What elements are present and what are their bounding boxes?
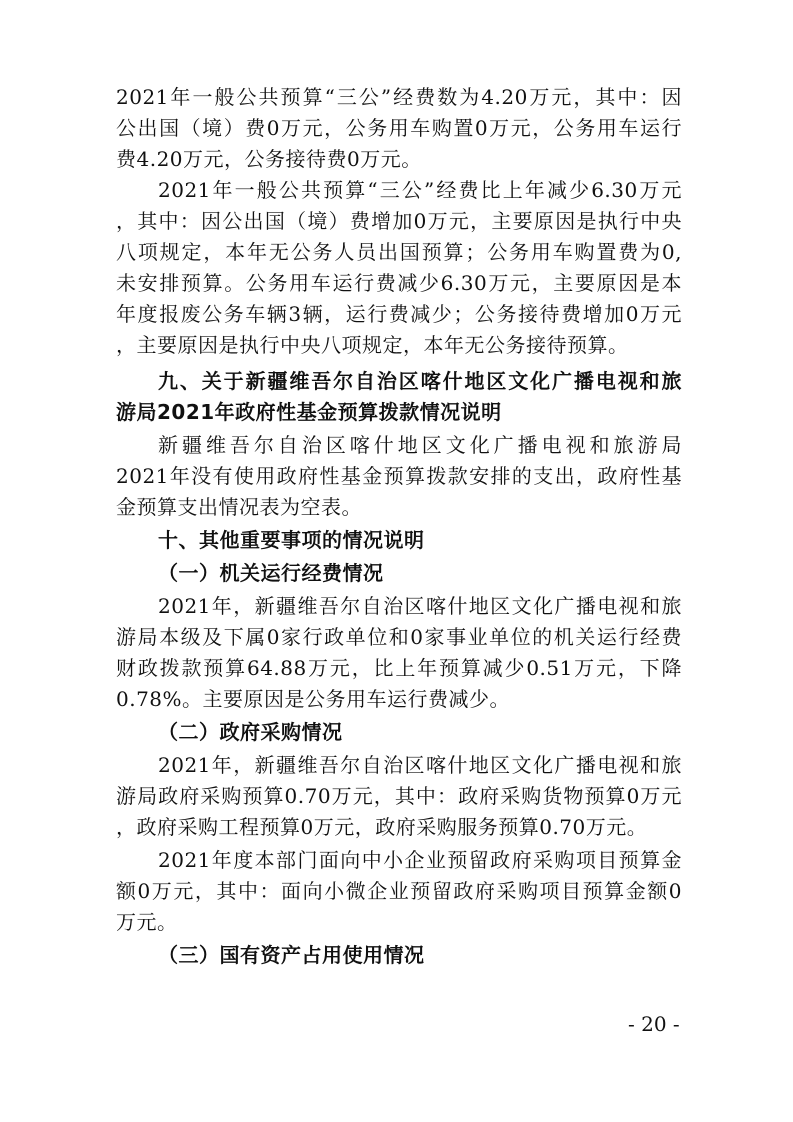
paragraph-line: 未安排预算。公务用车运行费减少6.30万元，主要原因是本 [116, 271, 682, 295]
paragraph-line: 2021年没有使用政府性基金预算拨款安排的支出，政府性基 [116, 464, 682, 488]
paragraph-line: 2021年一般公共预算“三公”经费数为4.20万元，其中：因 [116, 85, 682, 109]
section-heading: 九、关于新疆维吾尔自治区喀什地区文化广播电视和旅 [158, 369, 682, 393]
paragraph-line: 2021年，新疆维吾尔自治区喀什地区文化广播电视和旅 [158, 753, 682, 777]
subsection-heading: （三）国有资产占用使用情况 [158, 943, 425, 967]
paragraph-line: 金预算支出情况表为空表。 [116, 495, 362, 519]
paragraph-line: 新疆维吾尔自治区喀什地区文化广播电视和旅游局 [158, 433, 682, 457]
paragraph-line: 2021年，新疆维吾尔自治区喀什地区文化广播电视和旅 [158, 594, 682, 618]
paragraph-line: 0.78%。主要原因是公务用车运行费减少。 [116, 687, 511, 711]
subsection-heading: （一）机关运行经费情况 [158, 561, 384, 585]
paragraph-line: ，其中：因公出国（境）费增加0万元，主要原因是执行中央 [116, 209, 682, 233]
section-heading: 游局2021年政府性基金预算拨款情况说明 [116, 400, 502, 424]
paragraph-line: 财政拨款预算64.88万元，比上年预算减少0.51万元，下降 [116, 656, 682, 680]
paragraph-line: 游局政府采购预算0.70万元，其中：政府采购货物预算0万元 [116, 784, 682, 808]
paragraph-line: 费4.20万元，公务接待费0万元。 [116, 147, 422, 171]
paragraph-line: 万元。 [116, 910, 178, 934]
paragraph-line: 八项规定，本年无公务人员出国预算；公务用车购置费为0, [116, 240, 682, 264]
paragraph-line: ，主要原因是执行中央八项规定，本年无公务接待预算。 [116, 333, 629, 357]
paragraph-line: 2021年一般公共预算“三公”经费比上年减少6.30万元 [158, 178, 682, 202]
page-number: - 20 - [628, 1012, 680, 1036]
paragraph-line: 年度报废公务车辆3辆，运行费减少；公务接待费增加0万元 [116, 302, 682, 326]
paragraph-line: 额0万元，其中：面向小微企业预留政府采购项目预算金额0 [116, 879, 682, 903]
subsection-heading: （二）政府采购情况 [158, 720, 343, 744]
paragraph-line: 公出国（境）费0万元，公务用车购置0万元，公务用车运行 [116, 116, 682, 140]
paragraph-line: ，政府采购工程预算0万元，政府采购服务预算0.70万元。 [116, 815, 648, 839]
paragraph-line: 2021年度本部门面向中小企业预留政府采购项目预算金 [158, 848, 682, 872]
section-heading: 十、其他重要事项的情况说明 [158, 528, 425, 552]
paragraph-line: 游局本级及下属0家行政单位和0家事业单位的机关运行经费 [116, 625, 682, 649]
